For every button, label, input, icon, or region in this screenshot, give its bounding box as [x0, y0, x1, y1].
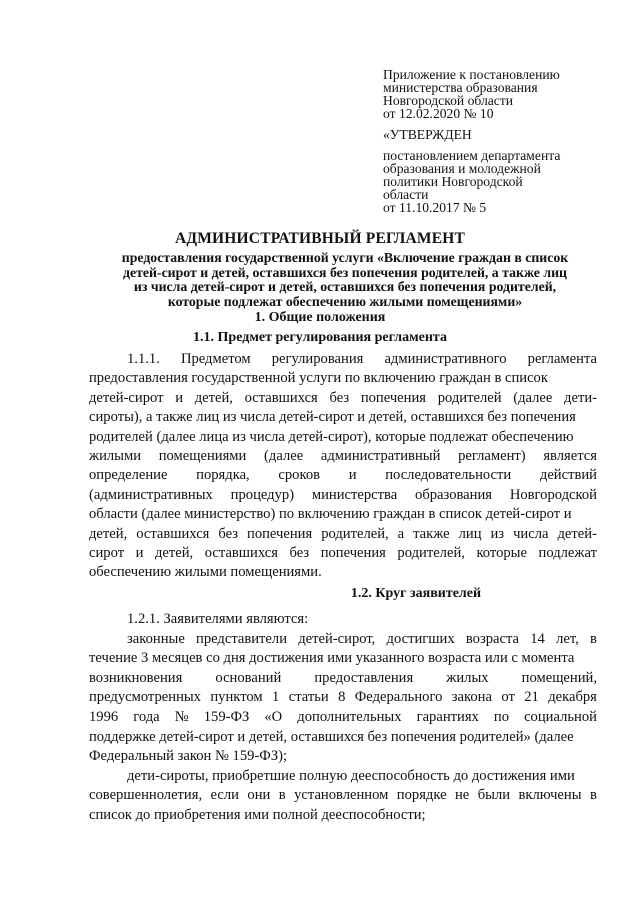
document-title: АДМИНИСТРАТИВНЫЙ РЕГЛАМЕНТ	[174, 230, 466, 247]
paragraph-line: список до приобретения ими полной дееспособности;	[89, 806, 426, 823]
word: дополнительных	[297, 708, 402, 725]
word: помещениями	[158, 448, 247, 465]
word: установленном	[294, 787, 389, 804]
word: образования	[415, 486, 492, 503]
word: 1	[272, 689, 280, 706]
word: оставшихся	[244, 389, 318, 406]
paragraph-line: обеспечению жилыми помещениями.	[89, 564, 322, 581]
word: Федерального	[354, 689, 443, 706]
word: процедур)	[230, 486, 295, 503]
paragraph-line	[89, 786, 597, 806]
word: регламента	[527, 351, 597, 367]
word: родителей	[437, 389, 502, 406]
word: (административных	[89, 486, 213, 503]
word: и	[175, 389, 183, 406]
word: возникновения	[89, 669, 183, 686]
word: попечения	[247, 525, 313, 542]
word: оставшихся	[136, 525, 210, 542]
approval-stamp: «УТВЕРЖДЕН	[383, 127, 472, 142]
word: без	[289, 545, 310, 562]
word: предусмотренных	[89, 689, 201, 706]
paragraph-line: родителей (далее лица из числа детей-сирот), которые подлежат обеспечению	[89, 428, 574, 445]
word: Новгородской	[509, 486, 597, 503]
paragraph-1-1-1	[89, 350, 597, 583]
word: детей-сирот,	[298, 630, 376, 647]
approval-block	[383, 68, 613, 214]
word: числа	[513, 525, 549, 542]
section-heading: 1. Общие положения	[254, 310, 386, 325]
word: были	[477, 787, 511, 804]
word: также	[413, 525, 450, 542]
word: попечения	[320, 545, 386, 562]
paragraph-line	[89, 630, 597, 650]
word: жилыми	[89, 448, 142, 465]
word: сроков	[278, 467, 321, 484]
word: если	[210, 787, 239, 804]
word: года	[133, 708, 160, 725]
word: действий	[539, 467, 597, 484]
paragraph-line	[89, 525, 597, 544]
word: оставшихся	[204, 545, 278, 562]
word: по	[493, 708, 510, 725]
subsection-heading: 1.1. Предмет регулирования регламента	[193, 330, 447, 345]
paragraph-line: Федеральный закон № 159-ФЗ);	[89, 748, 288, 765]
word: достигших	[386, 630, 455, 647]
word: детей,	[194, 389, 233, 406]
word: социальной	[524, 708, 597, 725]
approval-line: политики Новгородской	[383, 174, 523, 189]
paragraph-line	[89, 389, 597, 408]
word: является	[543, 448, 597, 465]
paragraph-line	[89, 688, 597, 708]
word: попечения	[360, 389, 426, 406]
word: в	[589, 787, 597, 804]
word: в	[278, 787, 286, 804]
word: подлежат	[538, 545, 597, 562]
paragraph-line	[89, 544, 597, 563]
document-subtitle	[90, 251, 600, 309]
word: 14	[530, 630, 545, 647]
approval-line: постановлением департамента	[383, 148, 561, 163]
approval-line: министерства образования	[383, 80, 538, 95]
paragraph-line: поддержке детей-сирот и детей, оставшихся без попечения родителей» (далее	[89, 728, 574, 745]
word: детей,	[89, 525, 128, 542]
subtitle-line: которые подлежат обеспечению жилыми помещениями»	[167, 293, 523, 309]
word: административный	[320, 448, 441, 465]
approval-line: образования и молодежной	[383, 161, 541, 176]
paragraph-line: сироты), а также лиц из числа детей-сирот и детей, оставшихся без попечения	[89, 409, 576, 426]
word: предоставления	[314, 669, 414, 686]
paragraph-line	[89, 466, 597, 485]
word: административного	[384, 351, 507, 367]
approval-line: области	[383, 187, 429, 202]
paragraph-line	[89, 708, 597, 728]
word: родителей,	[397, 545, 465, 562]
subtitle-line: предоставления государственной услуги «Включение граждан в список	[121, 250, 569, 265]
subsection-heading: 1.2. Круг заявителей	[350, 586, 482, 601]
word: лиц	[458, 525, 482, 542]
word: представители	[196, 630, 288, 647]
word: 1996	[89, 708, 119, 725]
word: декабря	[548, 689, 597, 706]
word: совершеннолетия,	[89, 787, 203, 804]
word: оснований	[215, 669, 282, 686]
word: от	[501, 689, 515, 706]
word: (далее	[513, 389, 553, 406]
word: порядке	[396, 787, 447, 804]
word: законные	[127, 630, 185, 647]
word: определение	[89, 467, 168, 484]
word: дети-	[564, 389, 597, 406]
word: 159-ФЗ	[203, 708, 250, 725]
paragraph-line	[89, 447, 597, 466]
paragraph-line: области (далее министерство) по включению граждан в список детей-сирот и	[89, 506, 572, 523]
word: регулирования	[271, 351, 364, 367]
word: Предметом	[180, 351, 251, 367]
approval-line: Новгородской области	[383, 93, 514, 108]
word: детей-	[557, 525, 597, 542]
word: жилых	[446, 669, 489, 686]
paragraph-1-2-1	[89, 610, 597, 826]
word: они	[247, 787, 271, 804]
word: 1.1.1.	[127, 351, 160, 367]
paragraph-line: 1.2.1. Заявителями являются:	[127, 611, 309, 627]
paragraph-line: течение 3 месяцев со дня достижения ими указанного возраста или с момента	[89, 650, 575, 667]
word: статьи	[288, 689, 329, 706]
word: детей,	[154, 545, 194, 562]
word: 21	[524, 689, 539, 706]
approval-line: Приложение к постановлению	[383, 67, 560, 82]
word: без	[218, 525, 239, 542]
word: 8	[338, 689, 346, 706]
subtitle-line: из числа детей-сирот и детей, оставшихся без попечения родителей,	[133, 279, 557, 294]
word: последовательности	[385, 467, 512, 484]
word: сирот	[89, 545, 125, 562]
word: министерства	[311, 486, 398, 503]
word: «О	[264, 708, 283, 725]
word: пунктом	[210, 689, 263, 706]
word: закона	[451, 689, 492, 706]
approval-line: от 12.02.2020 № 10	[383, 106, 494, 121]
word: гарантиях	[416, 708, 479, 725]
paragraph-line	[89, 350, 597, 369]
word: а	[397, 525, 405, 542]
word: и	[348, 467, 357, 484]
word: (далее	[264, 448, 304, 465]
subtitle-line: детей-сирот и детей, оставшихся без попечения родителей, а также лиц	[123, 264, 567, 280]
word: лет,	[556, 630, 579, 647]
word: без	[329, 389, 350, 406]
word: включены	[518, 787, 582, 804]
approval-line: от 11.10.2017 № 5	[383, 200, 487, 215]
word: из	[490, 525, 505, 542]
paragraph-line	[89, 486, 597, 505]
word: родителей,	[321, 525, 389, 542]
word: регламент)	[458, 448, 526, 465]
paragraph-line: дети-сироты, приобретшие полную дееспособность до достижения ими	[127, 767, 575, 784]
word: и	[135, 545, 144, 562]
word: которые	[476, 545, 527, 562]
paragraph-line	[89, 669, 597, 689]
paragraph-line: предоставления государственной услуги по включению граждан в список	[89, 370, 548, 387]
word: в	[590, 630, 597, 647]
word: №	[174, 708, 189, 725]
word: детей-сирот	[89, 389, 164, 406]
word: возраста	[465, 630, 519, 647]
word: помещений,	[521, 669, 597, 686]
word: не	[454, 787, 470, 804]
word: порядка,	[196, 467, 250, 484]
